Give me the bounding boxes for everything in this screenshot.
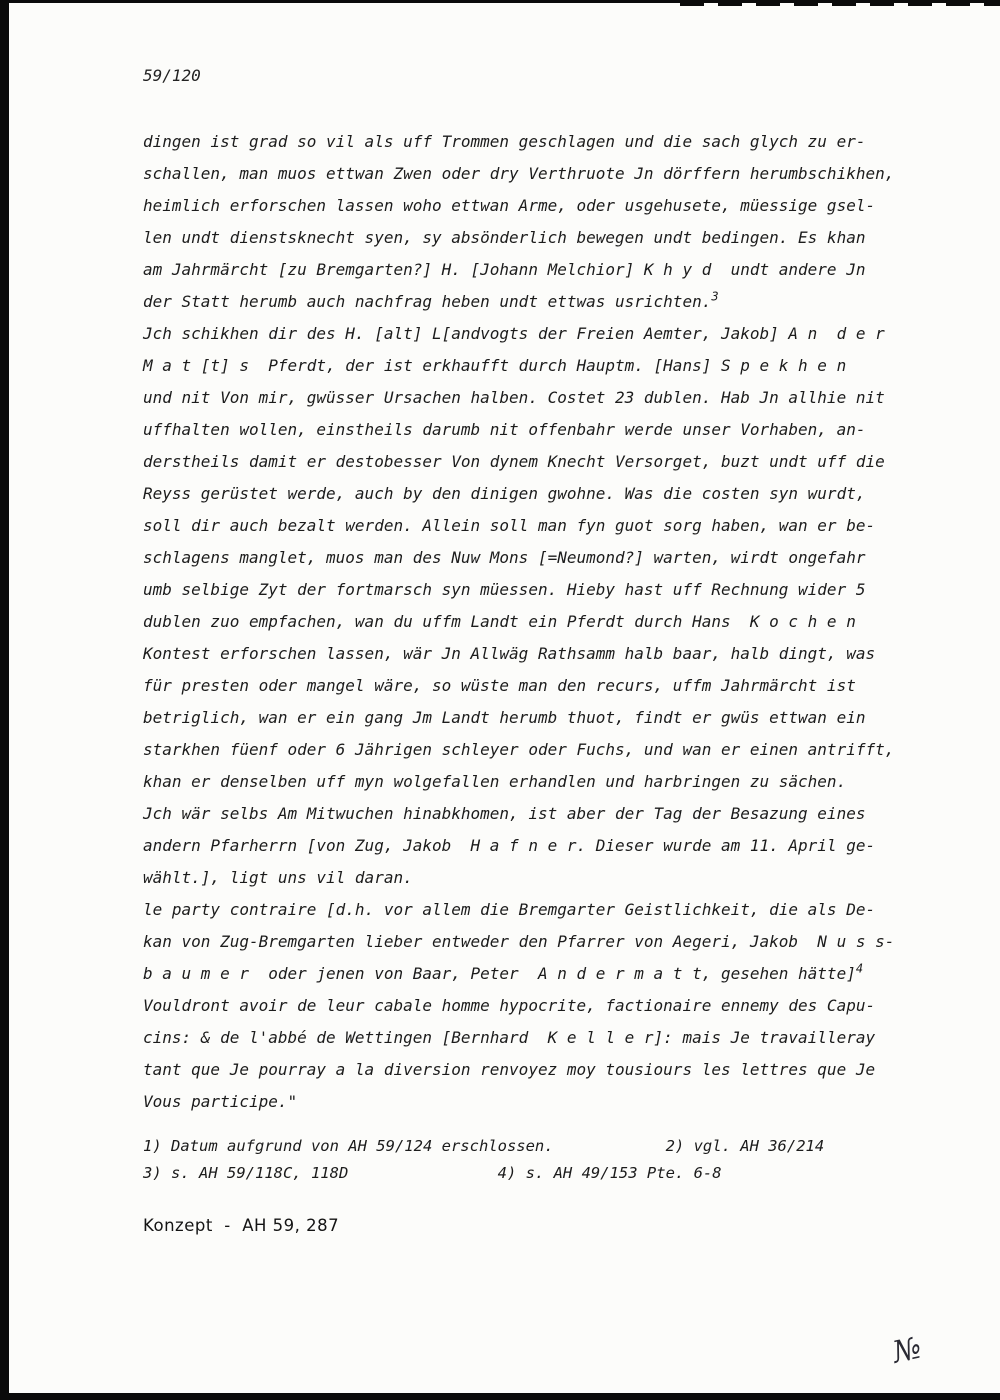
- text-line: dingen ist grad so vil als uff Trommen geschlagen und die sach glych zu er-: [143, 132, 866, 151]
- text-line: andern Pfarherrn [von Zug, Jakob H a f n e r. Dieser wurde am 11. April ge-: [143, 836, 876, 855]
- footnote-ref: 4: [855, 961, 864, 976]
- text-line: der Statt herumb auch nachfrag heben undt ettwas usrichten.$^3$: [143, 289, 719, 311]
- text-line: wählt.], ligt uns vil daran.: [143, 868, 413, 887]
- text-line: und nit Von mir, gwüsser Ursachen halben. Costet 23 dublen. Hab Jn allhie nit: [143, 388, 885, 407]
- text-line: Kontest erforschen lassen, wär Jn Allwäg Rathsamm halb baar, halb dingt, was: [143, 644, 876, 663]
- text-line: für presten oder mangel wäre, so wüste man den recurs, uffm Jahrmärcht ist: [143, 676, 856, 695]
- text-line: betriglich, wan er ein gang Jm Landt herumb thuot, findt er gwüs ettwan ein: [143, 708, 866, 727]
- text-line: le party contraire [d.h. vor allem die Bremgarter Geistlichkeit, die als De-: [143, 900, 876, 919]
- text-line: starkhen füenf oder 6 Jährigen schleyer oder Fuchs, und wan er einen antrifft,: [143, 740, 895, 759]
- text-line: kan von Zug-Bremgarten lieber entweder den Pfarrer von Aegeri, Jakob N u s s-: [143, 932, 895, 951]
- text-line: Vous participe.": [143, 1092, 298, 1111]
- body-text: [143, 126, 953, 1118]
- text-line: Vouldront avoir de leur cabale homme hypocrite, factionaire ennemy des Capu-: [143, 996, 876, 1015]
- text-line: M a t [t] s Pferdt, der ist erkhaufft durch Hauptm. [Hans] S p e k h e n: [143, 356, 847, 375]
- text-line: soll dir auch bezalt werden. Allein soll man fyn guot sorg haben, wan er be-: [143, 516, 876, 535]
- text-line: schallen, man muos ettwan Zwen oder dry Verthruote Jn dörffern herumbschikhen,: [143, 164, 895, 183]
- text-line: dublen zuo empfachen, wan du uffm Landt ein Pferdt durch Hans K o c h e n: [143, 612, 856, 631]
- text-line: tant que Je pourray a la diversion renvoyez moy tousiours les lettres que Je: [143, 1060, 876, 1079]
- text-line: derstheils damit er destobesser Von dynem Knecht Versorget, buzt undt uff die: [143, 452, 885, 471]
- text-line: cins: & de l'abbé de Wettingen [Bernhard K e l l e r]: mais Je travailleray: [143, 1028, 876, 1047]
- text-line: khan er denselben uff myn wolgefallen erhandlen und harbringen zu sächen.: [143, 772, 847, 791]
- handwritten-mark: №: [889, 1330, 925, 1371]
- footnote-line: 3) s. AH 59/118C, 118D 4) s. AH 49/153 Pte. 6-8: [143, 1164, 722, 1182]
- text-line: b a u m e r oder jenen von Baar, Peter A n d e r m a t t, gesehen hätte]$^4$: [143, 961, 864, 983]
- text-line: heimlich erforschen lassen woho ettwan Arme, oder usgehusete, müessige gsel-: [143, 196, 876, 215]
- scan-edge-top-dashes: [680, 0, 1000, 6]
- text-line: Reyss gerüstet werde, auch by den dinigen gwohne. Was die costen syn wurdt,: [143, 484, 866, 503]
- footnote-line: 1) Datum aufgrund von AH 59/124 erschlossen. 2) vgl. AH 36/214: [143, 1137, 825, 1155]
- page-number: 59/120: [143, 66, 201, 85]
- footnotes: [143, 1133, 963, 1187]
- text-line: Jch schikhen dir des H. [alt] L[andvogts der Freien Aemter, Jakob] A n d e r: [143, 324, 885, 343]
- footer-reference: Konzept - AH 59, 287: [143, 1216, 340, 1235]
- text-line: uffhalten wollen, einstheils darumb nit offenbahr werde unser Vorhaben, an-: [143, 420, 866, 439]
- scan-edge-left: [0, 0, 9, 1400]
- scan-edge-bottom: [0, 1393, 1000, 1400]
- text-line: Jch wär selbs Am Mitwuchen hinabkhomen, ist aber der Tag der Besazung eines: [143, 804, 866, 823]
- text-line: am Jahrmärcht [zu Bremgarten?] H. [Johann Melchior] K h y d undt andere Jn: [143, 260, 866, 279]
- text-line: umb selbige Zyt der fortmarsch syn müessen. Hieby hast uff Rechnung wider 5: [143, 580, 866, 599]
- footnote-ref: 3: [711, 289, 719, 304]
- text-line: schlagens manglet, muos man des Nuw Mons [=Neumond?] warten, wirdt ongefahr: [143, 548, 866, 567]
- text-line: len undt dienstsknecht syen, sy absönderlich bewegen undt bedingen. Es khan: [143, 228, 866, 247]
